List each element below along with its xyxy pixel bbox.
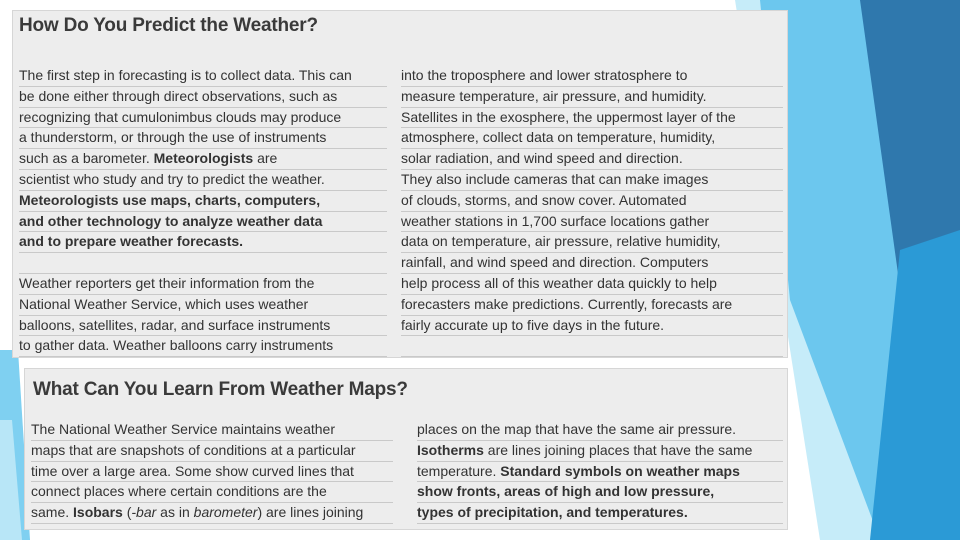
text-run: time over a large area. Some show curved lines that <box>31 462 354 479</box>
text-run: data on temperature, air pressure, relative humidity, <box>401 233 721 250</box>
text-line <box>401 253 783 274</box>
text-line <box>401 274 783 295</box>
bold-term: show fronts, areas of high and low pressure, <box>417 483 715 500</box>
text-line <box>19 191 387 212</box>
text-line <box>19 336 387 357</box>
text-line <box>401 149 783 170</box>
text-line <box>401 295 783 316</box>
text-run: maps that are snapshots of conditions at a particular <box>31 441 356 458</box>
text-run: rainfall, and wind speed and direction. Computers <box>401 254 709 271</box>
text-run: such as a barometer. <box>19 150 154 167</box>
text-line <box>19 108 387 129</box>
text-run: Weather reporters get their information from the <box>19 274 315 291</box>
text-line <box>417 482 783 503</box>
text-line <box>417 462 783 483</box>
text-run: solar radiation, and wind speed and direction. <box>401 150 683 167</box>
text-line <box>401 316 783 337</box>
bold-term: and to prepare weather forecasts. <box>19 233 244 250</box>
bold-term: Meteorologists <box>153 150 254 167</box>
text-run: measure temperature, air pressure, and humidity. <box>401 87 707 104</box>
text-line <box>401 128 783 149</box>
text-run: to gather data. Weather balloons carry instruments <box>19 337 334 354</box>
text-line <box>19 66 387 87</box>
text-line <box>19 170 387 191</box>
text-column-right <box>417 420 783 524</box>
bold-term: Meteorologists use maps, charts, computers, <box>19 191 321 208</box>
text-run: atmosphere, collect data on temperature, humidity, <box>401 129 716 146</box>
bold-term: Isotherms <box>417 441 484 458</box>
text-run: forecasters make predictions. Currently, forecasts are <box>401 295 733 312</box>
text-column-left <box>19 66 387 357</box>
text-line <box>401 212 783 233</box>
text-line <box>401 336 783 357</box>
bold-term: and other technology to analyze weather data <box>19 212 323 229</box>
text-line <box>19 87 387 108</box>
text-run: recognizing that cumulonimbus clouds may produce <box>19 108 342 125</box>
bold-term: Isobars <box>73 504 123 521</box>
text-run: National Weather Service, which uses weather <box>19 295 309 312</box>
bold-term: types of precipitation, and temperatures. <box>417 504 688 521</box>
text-line <box>401 232 783 253</box>
text-run: scientist who study and try to predict the weather. <box>19 170 325 187</box>
text-line <box>401 87 783 108</box>
text-line <box>401 170 783 191</box>
text-line <box>19 316 387 337</box>
weather-maps-panel <box>24 368 788 530</box>
text-line <box>401 108 783 129</box>
text-line <box>31 482 393 503</box>
text-run: fairly accurate up to five days in the future. <box>401 316 665 333</box>
text-run: ( <box>122 504 132 521</box>
text-line <box>19 274 387 295</box>
text-run: into the troposphere and lower stratosphere to <box>401 67 688 83</box>
text-line <box>31 441 393 462</box>
text-run: of clouds, storms, and snow cover. Automated <box>401 191 687 208</box>
text-line <box>19 232 387 253</box>
text-run: temperature. <box>417 462 501 479</box>
text-run: connect places where certain conditions are the <box>31 483 327 500</box>
text-run: be done either through direct observations, such as <box>19 87 338 104</box>
text-run: The National Weather Service maintains weather <box>31 421 336 437</box>
text-line <box>31 503 393 524</box>
bold-term: Standard symbols on weather maps <box>500 462 740 479</box>
text-line <box>401 191 783 212</box>
text-run: They also include cameras that can make images <box>401 170 709 187</box>
text-line <box>417 503 783 524</box>
italic-term: -bar <box>131 504 157 521</box>
text-run: balloons, satellites, radar, and surface instruments <box>19 316 331 333</box>
text-run: places on the map that have the same air pressure. <box>417 421 737 437</box>
text-line <box>417 441 783 462</box>
italic-term: barometer <box>193 504 258 521</box>
text-run: are lines joining places that have the same <box>483 441 753 458</box>
text-column-right <box>401 66 783 357</box>
text-line <box>19 128 387 149</box>
section-heading: What Can You Learn From Weather Maps? <box>33 379 408 400</box>
text-line <box>401 66 783 87</box>
text-run: a thunderstorm, or through the use of instruments <box>19 129 327 146</box>
text-line <box>19 149 387 170</box>
text-run: Satellites in the exosphere, the uppermost layer of the <box>401 108 736 125</box>
text-line <box>19 295 387 316</box>
text-line <box>31 462 393 483</box>
text-run: same. <box>31 504 74 521</box>
text-line <box>19 212 387 233</box>
text-line <box>31 420 393 441</box>
text-run: as in <box>156 504 194 521</box>
text-line <box>19 253 387 274</box>
text-run: weather stations in 1,700 surface locations gather <box>401 212 710 229</box>
text-run: The first step in forecasting is to collect data. This can <box>19 67 352 83</box>
text-run: are <box>253 150 278 167</box>
text-line <box>417 420 783 441</box>
text-run: help process all of this weather data quickly to help <box>401 274 717 291</box>
predict-weather-panel <box>12 10 788 358</box>
text-run: ) are lines joining <box>257 504 364 521</box>
text-column-left <box>31 420 393 524</box>
section-heading: How Do You Predict the Weather? <box>19 15 318 36</box>
